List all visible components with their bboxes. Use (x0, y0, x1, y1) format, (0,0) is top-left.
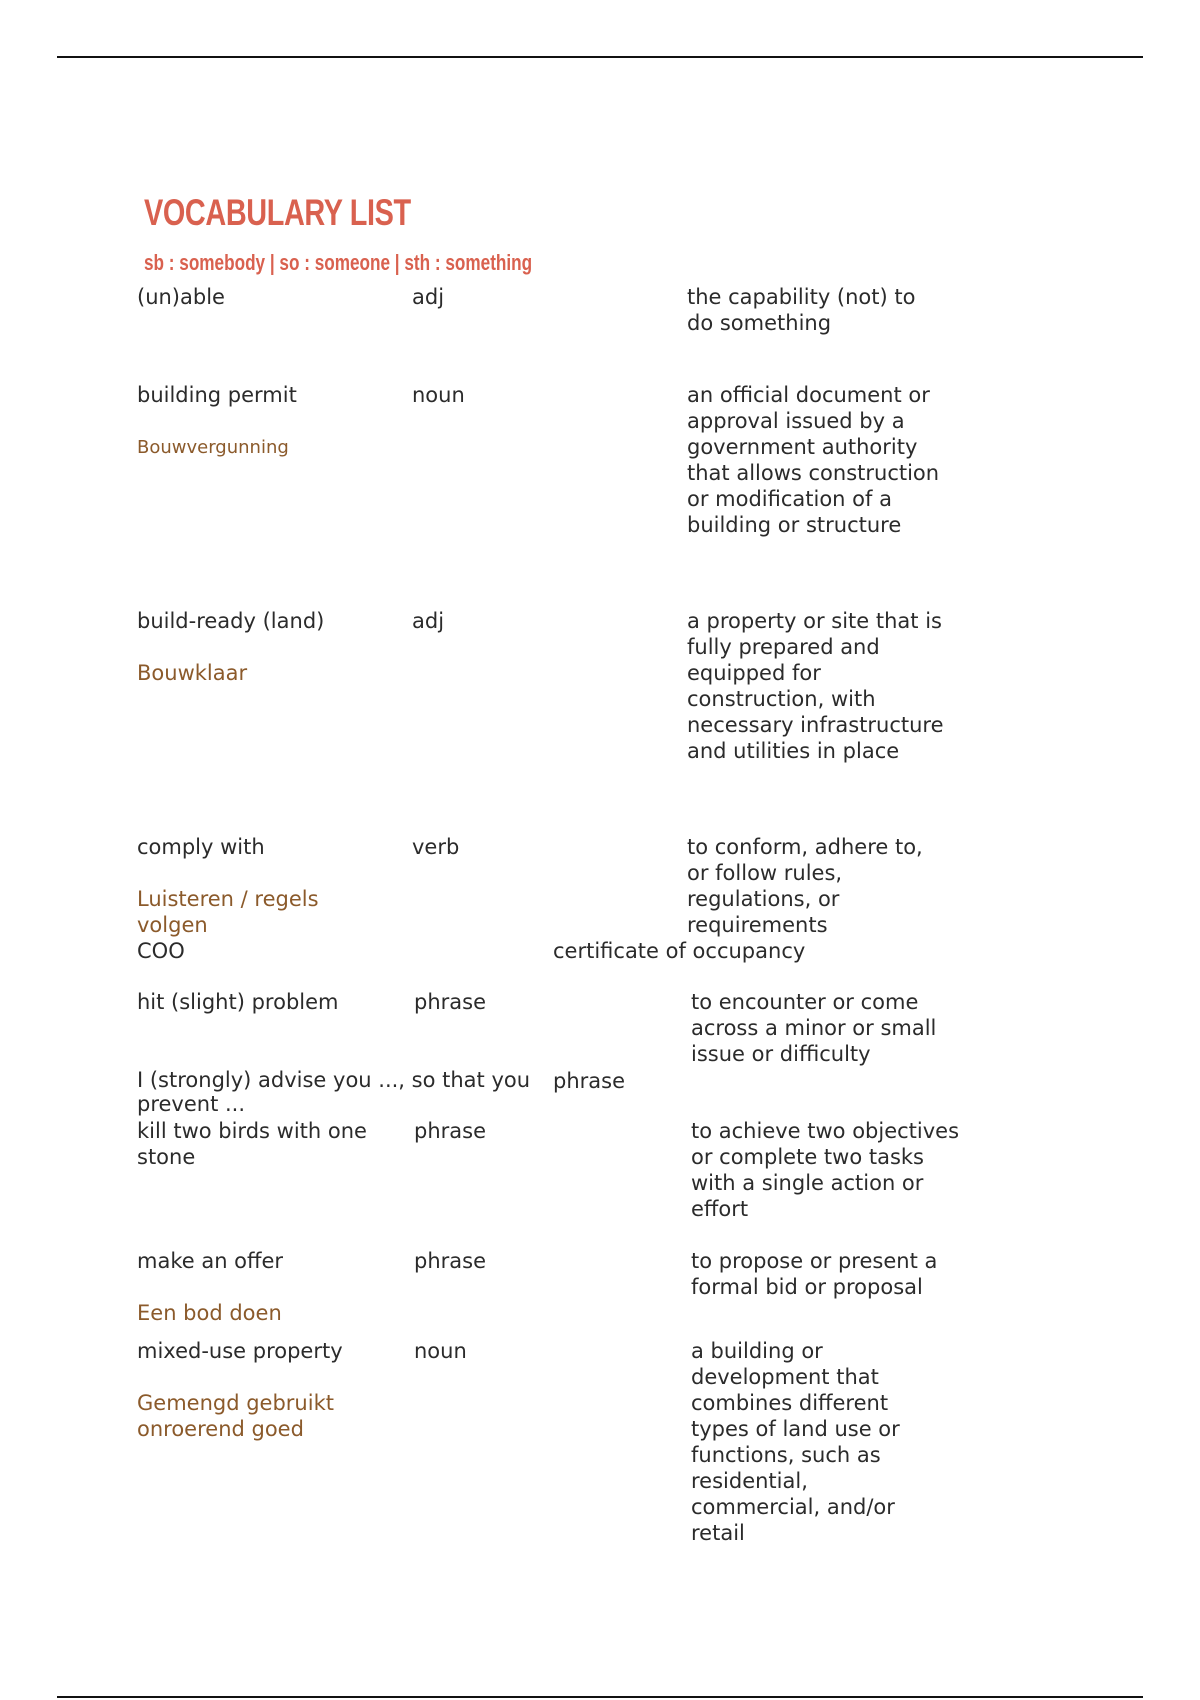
abbreviation-legend: sb : somebody | so : someone | sth : something (144, 250, 533, 275)
entry-definition: an official document or approval issued by a government authority that allows construction or modification of a building or structure (687, 383, 940, 537)
entry-translation: Bouwklaar (137, 661, 248, 685)
bottom-rule (57, 1696, 1143, 1698)
entry-term: kill two birds with one stone (137, 1119, 367, 1169)
entry-definition: to achieve two objectives or complete two tasks with a single action or effort (691, 1119, 960, 1221)
entry-translation: Bouwvergunning (137, 437, 289, 458)
entry-term: hit (slight) problem (137, 990, 339, 1014)
entry-definition: to encounter or come across a minor or small issue or difficulty (691, 990, 937, 1066)
entry-pos: phrase (414, 1249, 487, 1273)
entry-term: make an offer (137, 1249, 284, 1273)
entry-definition: the capability (not) to do something (687, 285, 916, 335)
entry-term: COO (137, 939, 185, 963)
entry-pos: phrase (414, 1119, 487, 1143)
entry-pos: adj (412, 285, 445, 309)
entry-pos: noun (414, 1339, 467, 1363)
entry-pos: noun (412, 383, 465, 407)
entry-pos: phrase (553, 1069, 626, 1093)
entry-definition: to propose or present a formal bid or proposal (691, 1249, 938, 1299)
entry-term: mixed-use property (137, 1339, 343, 1363)
top-rule (57, 56, 1143, 58)
entry-definition: to conform, adhere to, or follow rules, regulations, or requirements (687, 835, 923, 937)
entry-term: building permit (137, 383, 297, 407)
entry-pos: phrase (414, 990, 487, 1014)
entry-term: I (strongly) advise you ..., so that you prevent ... (137, 1068, 531, 1116)
entry-translation: Luisteren / regels volgen (137, 887, 319, 937)
entry-term: comply with (137, 835, 265, 859)
entry-translation: Gemengd gebruikt onroerend goed (137, 1391, 334, 1441)
entry-translation: Een bod doen (137, 1301, 282, 1325)
entry-term: build-ready (land) (137, 609, 325, 633)
entry-definition: a building or development that combines different types of land use or functions, such as residential, commercial, and/or retail (691, 1339, 900, 1545)
entry-definition: a property or site that is fully prepared and equipped for construction, with necessary infrastructure and utilities in place (687, 609, 944, 763)
entry-pos: verb (412, 835, 460, 859)
page-title: VOCABULARY LIST (144, 192, 411, 233)
entry-definition: certificate of occupancy (553, 939, 806, 963)
entry-pos: adj (412, 609, 445, 633)
entry-term: (un)able (137, 285, 225, 309)
